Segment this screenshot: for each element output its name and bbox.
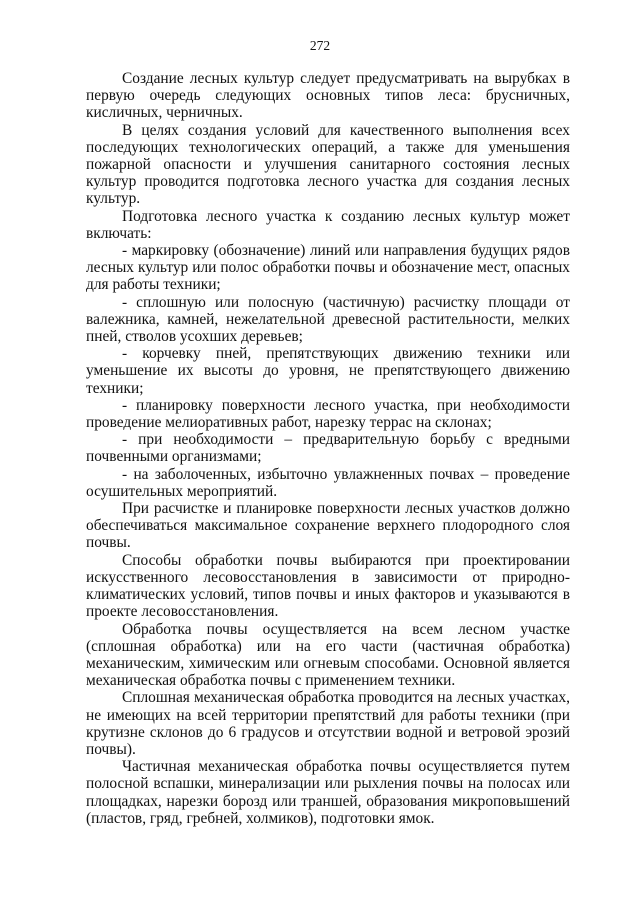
document-body [86,70,570,827]
paragraph-site-preparation-purpose: В целях создания условий для качественного выполнения всех последующих технологических операций, а также для уменьшения пожарной опасности и улучшения санитарного состояния лесных культур проводится подготовка лесного участка для создания лесных культур. [86,121,570,208]
paragraph-tillage-types: Обработка почвы осуществляется на всем лесном участке (сплошная обработка) или на его части (частичная обработка) механическим, химическим или огневым способами. Основной является механическая обработка почвы с применением техники. [86,620,570,690]
paragraph-full-tillage: Сплошная механическая обработка проводится на лесных участках, не имеющих на всей территории препятствий для работы техники (при крутизне склонов до 6 градусов и отсутствии водной и ветровой эрозий почвы). [86,689,570,758]
list-item-clearing: - сплошную или полосную (частичную) расчистку площади от валежника, камней, нежелательной древесной растительности, мелких пней, стволов усохших деревьев; [86,293,570,346]
paragraph-forest-culture-sites: Создание лесных культур следует предусматривать на вырубках в первую очередь следующих основных типов леса: брусничных, кисличных, черничных. [86,70,570,122]
paragraph-partial-tillage: Частичная механическая обработка почвы осуществляется путем полосной вспашки, минерализации или рыхления почвы на полосах или площадках, нарезки борозд или траншей, образования микроповышений (пластов, гряд, гребней, холмиков), подготовки ямок. [86,758,570,827]
list-item-pest-control: - при необходимости – предварительную борьбу с вредными почвенными организмами; [86,431,570,466]
list-item-stump-removal: - корчевку пней, препятствующих движению техники или уменьшение их высоты до уровня, не препятствующего движению техники; [86,345,570,397]
paragraph-tillage-methods: Способы обработки почвы выбираются при проектировании искусственного лесовосстановления в зависимости от природно-климатических условий, типов почвы и иных факторов и указываются в проекте лесовосстановления. [86,551,570,621]
list-item-marking: - маркировку (обозначение) линий или направления будущих рядов лесных культур или полос обработки почвы и обозначение мест, опасных для работы техники; [86,242,570,294]
paragraph-preparation-includes: Подготовка лесного участка к созданию лесных культур может включать: [86,207,570,242]
paragraph-topsoil-preservation: При расчистке и планировке поверхности лесных участков должно обеспечиваться максимальное сохранение верхнего плодородного слоя почвы. [86,500,570,552]
list-item-surface-leveling: - планировку поверхности лесного участка, при необходимости проведение мелиоративных работ, нарезку террас на склонах; [86,396,570,432]
list-item-drainage: - на заболоченных, избыточно увлажненных почвах – проведение осушительных мероприятий. [86,465,570,500]
page-number: 272 [309,38,331,53]
